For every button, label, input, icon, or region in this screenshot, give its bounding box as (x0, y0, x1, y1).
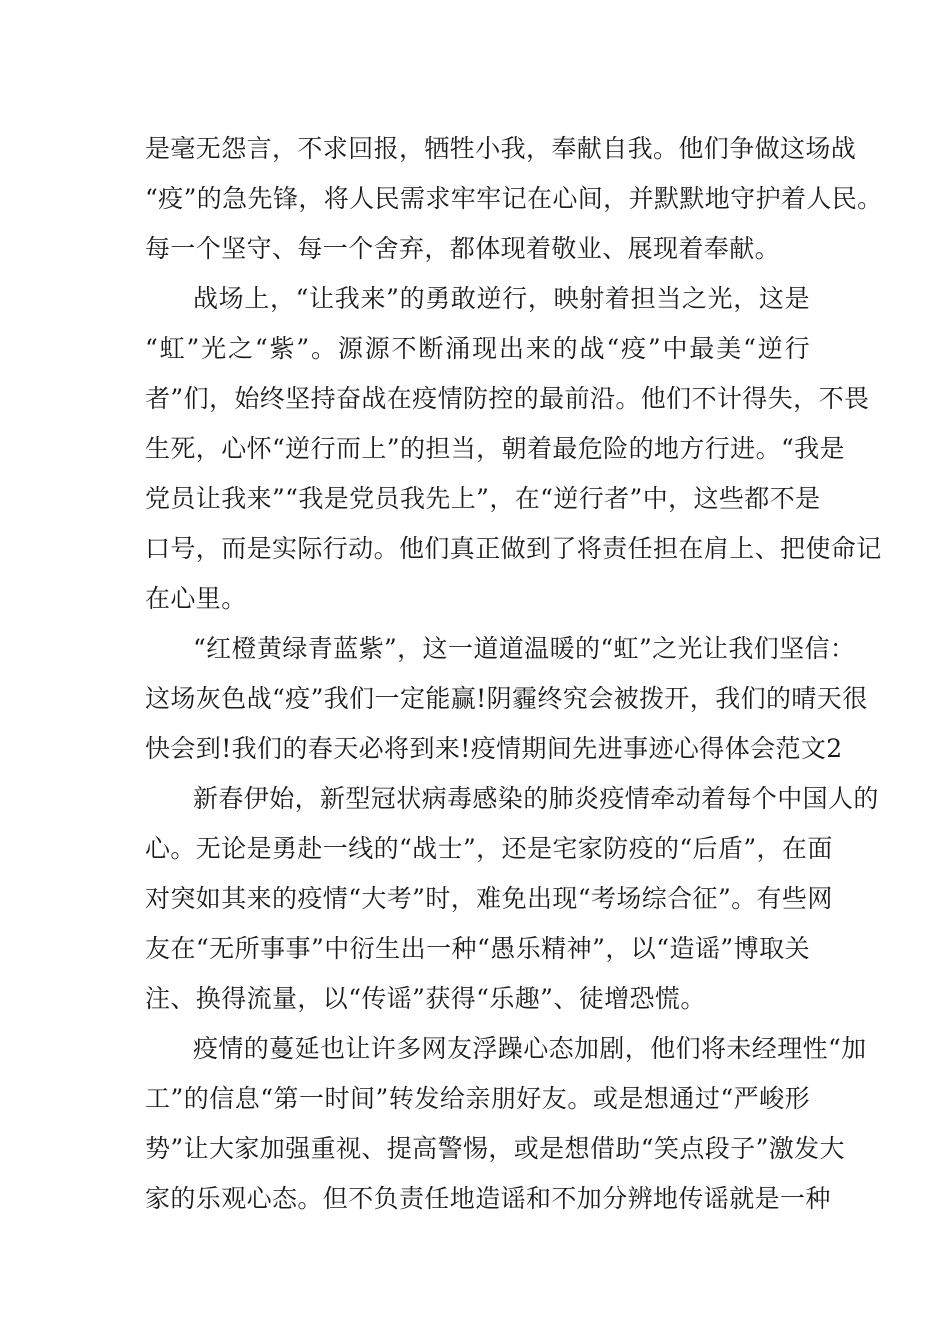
paragraph-first-line: 新春伊始，新型冠状病毒感染的肺炎疫情牵动着每个中国人的 (193, 784, 879, 813)
text-line: “虹”光之“紫”。源源不断涌现出来的战“疫”中最美“逆行 (145, 334, 810, 363)
text-line: 势”让大家加强重视、提高警惕，或是想借助“笑点段子”激发大 (145, 1134, 845, 1163)
text-line: 工”的信息“第一时间”转发给亲朋好友。或是想通过“严峻形 (145, 1084, 810, 1113)
paragraph-first-line: 战场上，“让我来”的勇敢逆行，映射着担当之光，这是 (193, 284, 810, 313)
text-line: 生死，心怀“逆行而上”的担当，朝着最危险的地方行进。“我是 (145, 434, 845, 463)
text-line: 对突如其来的疫情“大考”时，难免出现“考场综合征”。有些网 (145, 884, 833, 913)
text-line: 每一个坚守、每一个舍弃，都体现着敬业、展现着奉献。 (145, 234, 781, 263)
text-line: 党员让我来”“我是党员我先上”，在“逆行者”中，这些都不是 (145, 484, 821, 513)
text-line: 注、换得流量，以“传谣”获得“乐趣”、徒增恐慌。 (145, 984, 706, 1013)
paragraph-first-line: 疫情的蔓延也让许多网友浮躁心态加剧，他们将未经理性“加 (193, 1034, 867, 1063)
text-line: 口号，而是实际行动。他们真正做到了将责任担在肩上、把使命记 (145, 534, 882, 563)
text-line: 快会到!我们的春天必将到来!疫情期间先进事迹心得体会范文2 (145, 734, 843, 763)
text-line: 这场灰色战“疫”我们一定能赢!阴霾终究会被拨开，我们的晴天很 (145, 684, 868, 713)
text-line: 者”们，始终坚持奋战在疫情防控的最前沿。他们不计得失，不畏 (145, 384, 870, 413)
text-line: “疫”的急先锋，将人民需求牢牢记在心间，并默默地守护着人民。 (145, 184, 883, 213)
text-line: 友在“无所事事”中衍生出一种“愚乐精神”，以“造谣”博取关 (145, 934, 810, 963)
text-line: 心。无论是勇赴一线的“战士”，还是宅家防疫的“后盾”，在面 (145, 834, 833, 863)
text-line: 在心里。 (145, 584, 247, 613)
paragraph-first-line: “红橙黄绿青蓝紫”，这一道道温暖的“虹”之光让我们坚信： (193, 634, 856, 663)
text-line: 是毫无怨言，不求回报，牺牲小我，奉献自我。他们争做这场战 (145, 134, 857, 163)
text-line: 家的乐观心态。但不负责任地造谣和不加分辨地传谣就是一种 (145, 1184, 831, 1213)
